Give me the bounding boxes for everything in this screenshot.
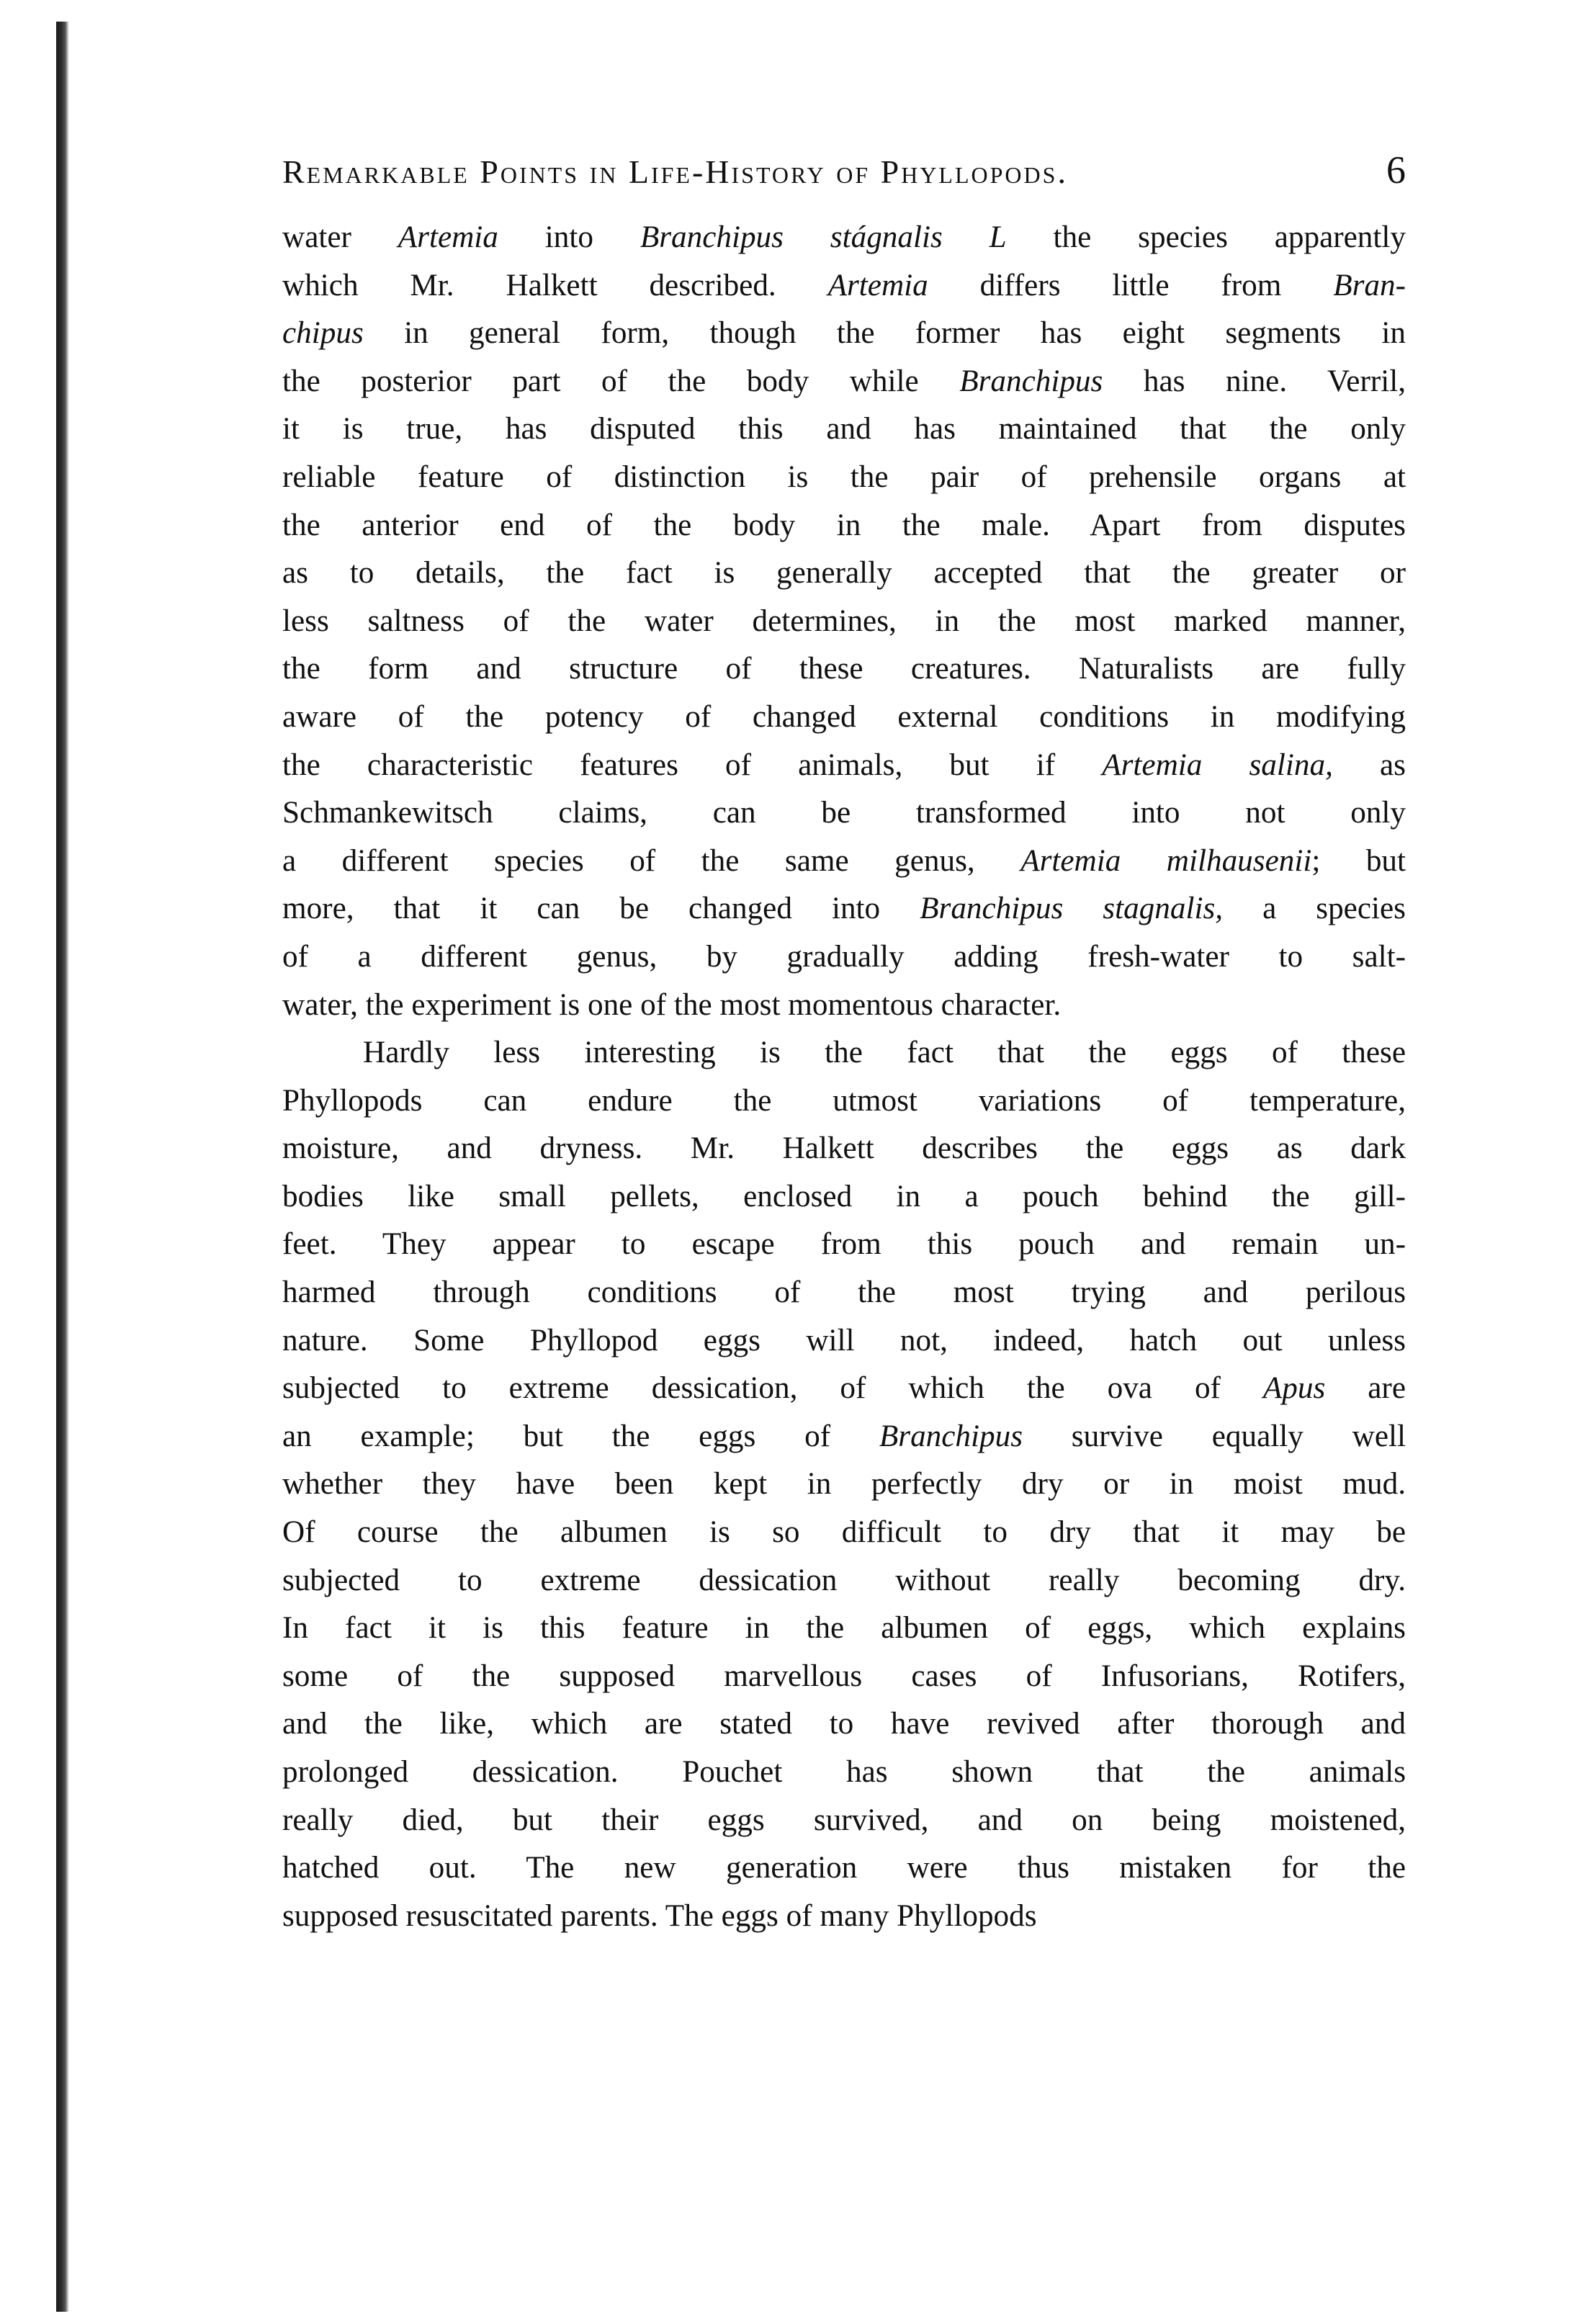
- text-run: [943, 220, 990, 254]
- text-run: Schmankewitsch claims, can be transformed into not only: [282, 796, 1406, 830]
- text-run: bodies like small pellets, enclosed in a pouch behind the gill-: [282, 1179, 1406, 1213]
- text-line: [282, 1077, 1406, 1126]
- text-run: the anterior end of the body in the male. Apart from disputes: [282, 508, 1406, 542]
- text-line: [282, 1317, 1406, 1365]
- text-line: [282, 454, 1406, 502]
- text-line: [282, 1700, 1406, 1749]
- text-line: [282, 1893, 1406, 1941]
- text-run: more, that it can be changed into: [282, 892, 920, 926]
- text-line: [282, 885, 1406, 933]
- italic-text: Artemia: [827, 268, 928, 302]
- text-line: [282, 358, 1406, 406]
- text-run: the species apparently: [1006, 220, 1406, 254]
- text-run: whether they have been kept in perfectly dry or in moist mud.: [282, 1467, 1406, 1502]
- italic-text: Branchipus stagnalis,: [920, 892, 1224, 926]
- binding-edge: [56, 22, 69, 2312]
- text-run: in general form, though the former has eight segments in: [363, 316, 1406, 351]
- book-page: [282, 148, 1406, 1940]
- italic-text: Artemia salina,: [1102, 748, 1333, 782]
- italic-text: Apus: [1262, 1371, 1326, 1406]
- text-line: [282, 1605, 1406, 1653]
- text-line: [282, 262, 1406, 310]
- text-run: ; but: [1311, 843, 1406, 878]
- text-line: [282, 1509, 1406, 1557]
- text-line: [282, 1269, 1406, 1317]
- text-line: [282, 694, 1406, 742]
- text-line: [282, 933, 1406, 982]
- text-run: it is true, has disputed this and has maintained that the only: [282, 412, 1406, 447]
- text-line: [282, 502, 1406, 550]
- text-line: [282, 1653, 1406, 1701]
- text-run: has nine. Verril,: [1103, 364, 1406, 398]
- italic-text: Bran-: [1333, 268, 1406, 302]
- text-line: [282, 1221, 1406, 1269]
- text-run: a species: [1223, 892, 1406, 926]
- text-run: of a different genus, by gradually adding fresh-water to salt-: [282, 939, 1406, 974]
- text-line: [282, 1797, 1406, 1845]
- text-line: [282, 1749, 1406, 1797]
- text-run: an example; but the eggs of: [282, 1419, 879, 1453]
- text-run: aware of the potency of changed external conditions in modifying: [282, 699, 1406, 734]
- text-run: and the like, which are stated to have revived after thorough and: [282, 1707, 1406, 1741]
- paragraph: [282, 214, 1406, 1029]
- text-line: [282, 645, 1406, 694]
- text-line: [282, 789, 1406, 838]
- text-line: [282, 1029, 1406, 1077]
- text-run: less saltness of the water determines, in the most marked manner,: [282, 604, 1406, 638]
- text-line: [282, 214, 1406, 262]
- text-run: some of the supposed marvellous cases of Infusorians, Rotifers,: [282, 1659, 1406, 1693]
- text-line: [282, 1461, 1406, 1509]
- italic-text: Artemia milhausenii: [1020, 843, 1312, 878]
- text-run: a different species of the same genus,: [282, 843, 1021, 878]
- text-run: water, the experiment is one of the most momentous character.: [282, 987, 1062, 1022]
- text-run: differs little from: [928, 268, 1334, 302]
- text-line: [282, 838, 1406, 886]
- text-run: are: [1325, 1371, 1406, 1406]
- page-number: 6: [1386, 148, 1406, 192]
- text-run: moisture, and dryness. Mr. Halkett describes the eggs as dark: [282, 1131, 1406, 1166]
- text-line: [282, 405, 1406, 454]
- text-run: as to details, the fact is generally accepted that the greater or: [282, 556, 1406, 591]
- italic-text: Branchipus stágnalis: [640, 220, 943, 254]
- text-run: Phyllopods can endure the utmost variations of temperature,: [282, 1083, 1406, 1118]
- italic-text: Branchipus: [879, 1419, 1023, 1453]
- text-line: [282, 549, 1406, 598]
- running-head: [282, 148, 1406, 192]
- text-run: into: [498, 220, 640, 254]
- italic-text: chipus: [282, 316, 364, 351]
- text-line: [282, 1365, 1406, 1413]
- text-run: reliable feature of distinction is the pair of prehensile organs at: [282, 459, 1406, 494]
- text-run: the characteristic features of animals, but if: [282, 748, 1103, 782]
- text-line: [282, 598, 1406, 646]
- text-line: [282, 310, 1406, 358]
- italic-text: Branchipus: [959, 364, 1103, 398]
- text-run: really died, but their eggs survived, and on being moistened,: [282, 1803, 1406, 1837]
- text-run: nature. Some Phyllopod eggs will not, indeed, hatch out unless: [282, 1323, 1406, 1358]
- text-line: [282, 1844, 1406, 1893]
- text-run: Hardly less interesting is the fact that the eggs of these: [363, 1036, 1406, 1070]
- text-run: prolonged dessication. Pouchet has shown that the animals: [282, 1755, 1406, 1789]
- text-line: [282, 1557, 1406, 1605]
- text-run: the form and structure of these creatures. Naturalists are fully: [282, 652, 1406, 686]
- italic-text: L: [989, 220, 1007, 254]
- running-head-title: Remarkable Points in Life-History of Phyllopods.: [282, 153, 1068, 190]
- text-run: survive equally well: [1023, 1419, 1406, 1453]
- text-run: harmed through conditions of the most trying and perilous: [282, 1275, 1406, 1310]
- paragraph: [282, 1029, 1406, 1940]
- text-run: In fact it is this feature in the albumen of eggs, which explains: [282, 1611, 1406, 1646]
- text-run: water: [282, 220, 398, 254]
- text-line: [282, 1413, 1406, 1461]
- text-line: [282, 1125, 1406, 1173]
- text-run: subjected to extreme dessication, of which the ova of: [282, 1371, 1263, 1406]
- body-text: [282, 214, 1406, 1940]
- text-run: Of course the albumen is so difficult to dry that it may be: [282, 1515, 1406, 1550]
- text-run: the posterior part of the body while: [282, 364, 960, 398]
- text-run: hatched out. The new generation were thus mistaken for the: [282, 1851, 1406, 1885]
- text-run: supposed resuscitated parents. The eggs of many Phyllopods: [282, 1898, 1037, 1933]
- text-run: feet. They appear to escape from this pouch and remain un-: [282, 1227, 1406, 1262]
- text-line: [282, 742, 1406, 790]
- text-line: [282, 1173, 1406, 1221]
- text-run: which Mr. Halkett described.: [282, 268, 828, 302]
- text-line: [282, 982, 1406, 1030]
- text-run: subjected to extreme dessication without really becoming dry.: [282, 1563, 1406, 1597]
- text-run: as: [1332, 748, 1406, 782]
- italic-text: Artemia: [398, 220, 498, 254]
